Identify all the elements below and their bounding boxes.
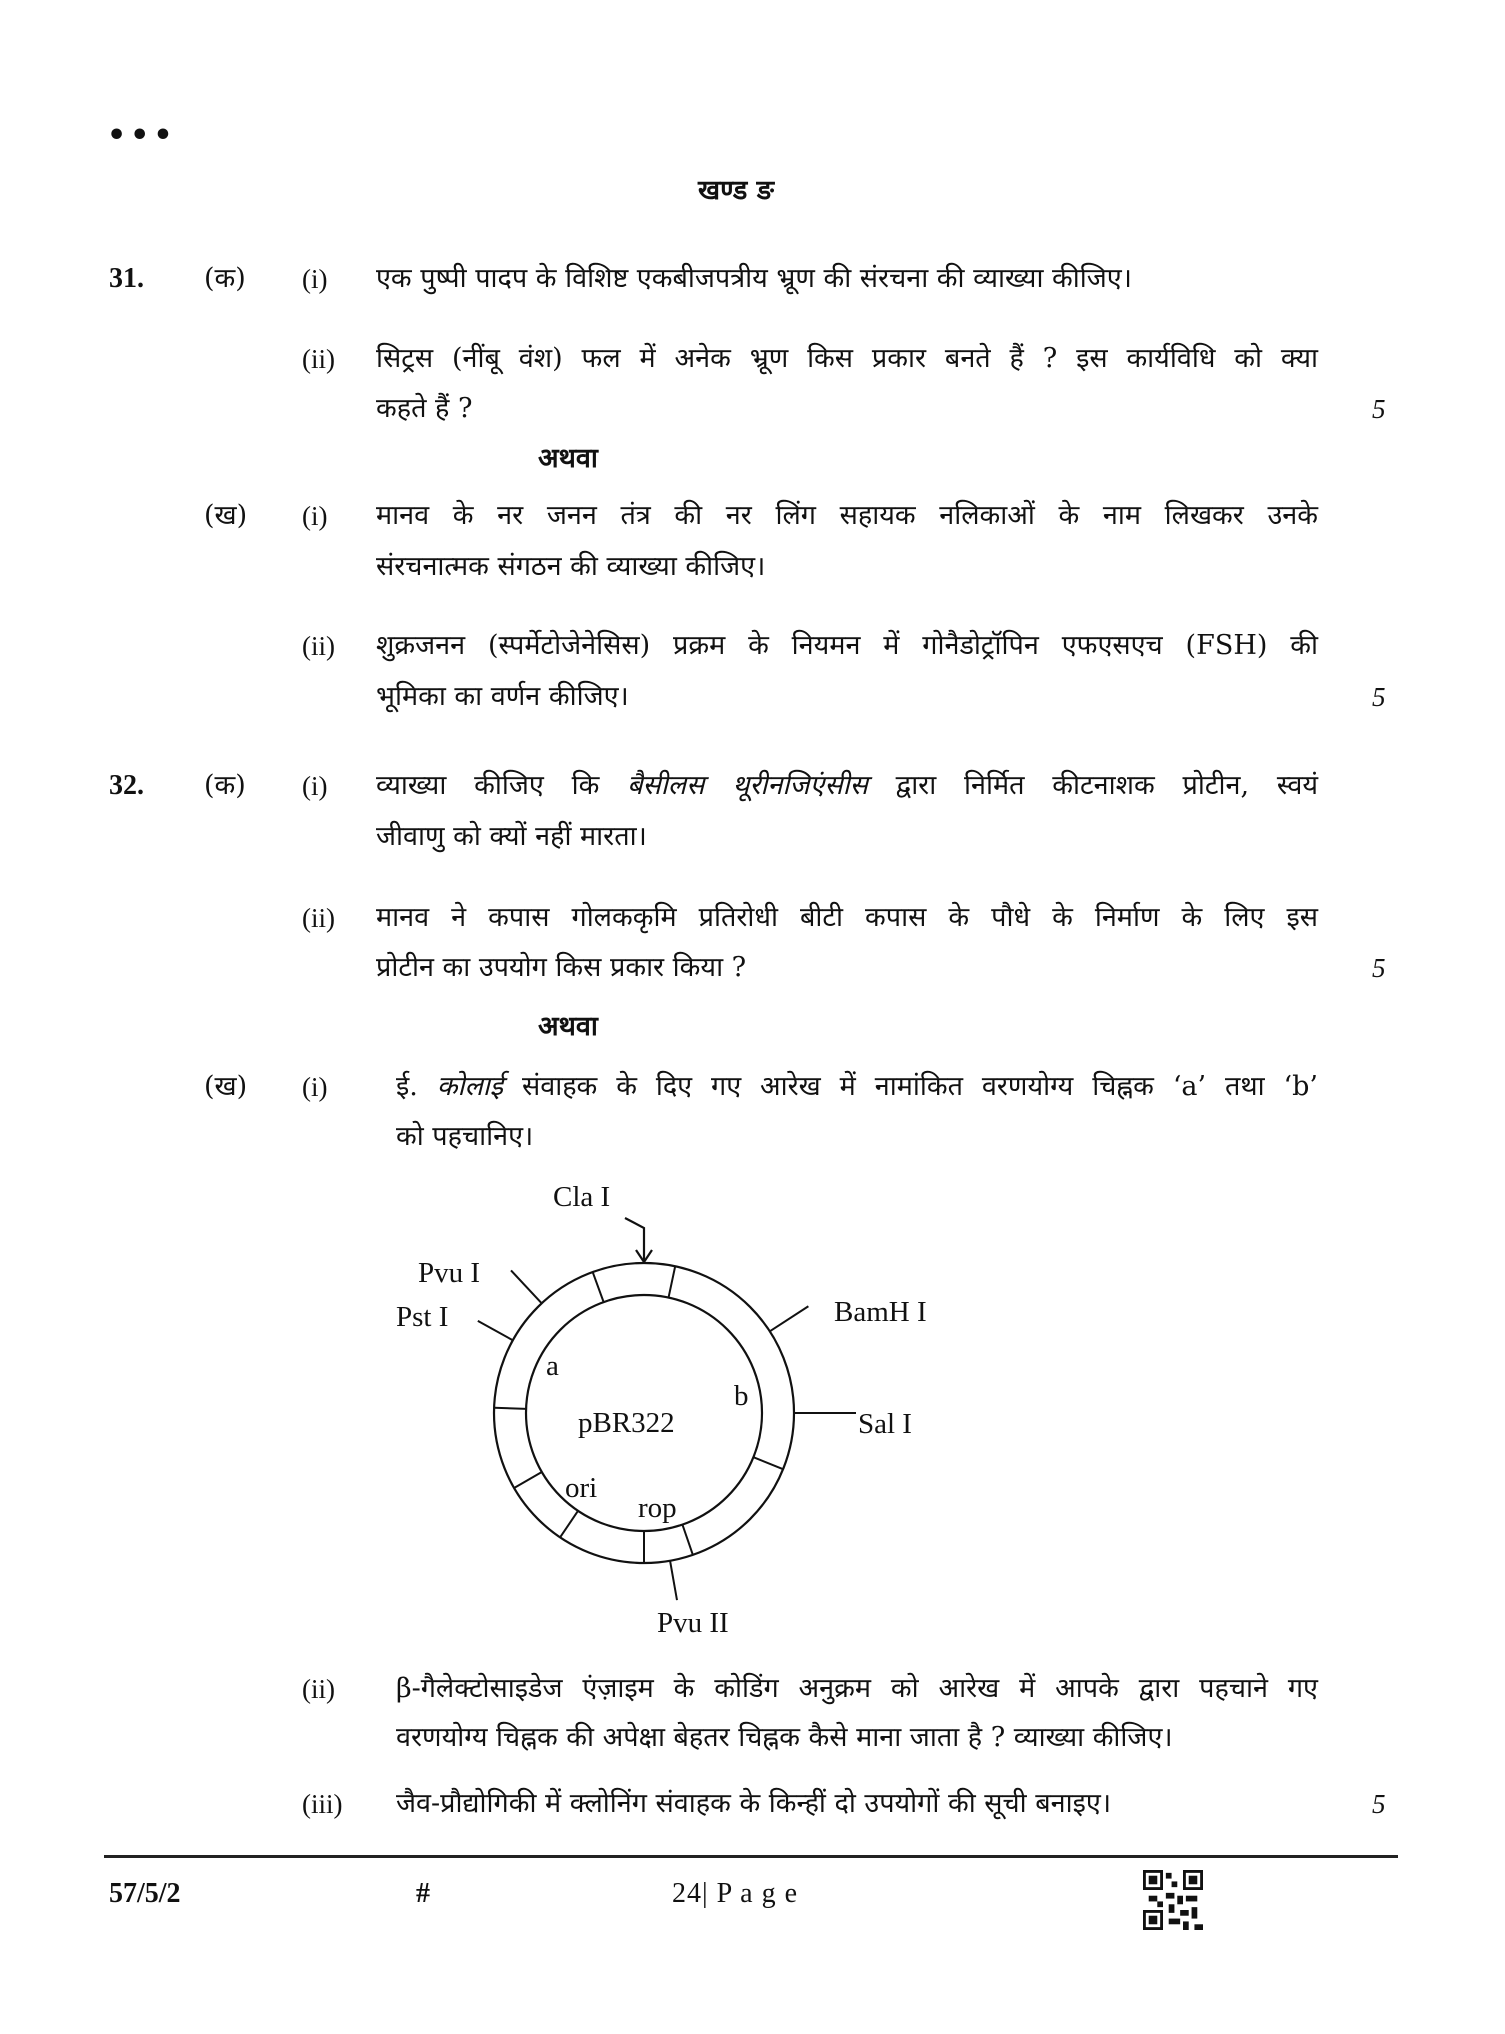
- question-text: मानव के नर जनन तंत्र की नर लिंग सहायक नलिकाओं के नाम लिखकर उनके: [376, 500, 1318, 531]
- segment-divider: [753, 1457, 783, 1469]
- footer-divider: [104, 1855, 1398, 1858]
- option-label: (ख): [204, 500, 248, 531]
- segment-divider: [514, 1472, 542, 1488]
- question-text: जैव-प्रौद्योगिकी में क्लोनिंग संवाहक के किन्हीं दो उपयोगों की सूची बनाइए।: [396, 1788, 1112, 1819]
- site-line-pvu1: [511, 1270, 542, 1303]
- plasmid-outer-ring: [494, 1263, 794, 1563]
- segment-divider: [593, 1272, 604, 1302]
- marker-a: a: [546, 1350, 559, 1382]
- part-label: (i): [302, 1072, 328, 1102]
- dots-marker: •••: [107, 118, 177, 153]
- option-label: (क): [204, 263, 246, 294]
- site-sal: Sal I: [858, 1408, 912, 1440]
- question-text: भूमिका का वर्णन कीजिए।: [376, 681, 629, 712]
- question-text: प्रोटीन का उपयोग किस प्रकार किया ?: [376, 952, 747, 983]
- site-pst: Pst I: [396, 1301, 449, 1333]
- question-text: एक पुष्पी पादप के विशिष्ट एकबीजपत्रीय भ्रूण की संरचना की व्याख्या कीजिए।: [376, 263, 1132, 294]
- or-label: अथवा: [538, 1011, 598, 1042]
- species-name: बैसीलस थूरीनजिएंसीस: [627, 770, 868, 801]
- page-number: 24| P a g e: [672, 1878, 798, 1909]
- marks: 5: [1372, 682, 1386, 712]
- part-label: (i): [302, 501, 328, 531]
- site-line-pst: [478, 1321, 513, 1340]
- part-label: (i): [302, 771, 328, 801]
- cla-arrow: [625, 1218, 644, 1260]
- option-label: (ख): [204, 1071, 248, 1102]
- plasmid-inner-ring: [526, 1295, 762, 1531]
- or-label: अथवा: [538, 443, 598, 474]
- question-text: शुक्रजनन (स्पर्मेटोजेनेसिस) प्रक्रम के नियमन में गोनैडोट्रॉपिन एफएसएच (FSH) की: [376, 630, 1318, 661]
- site-line-pvu2: [670, 1561, 677, 1600]
- plasmid-name: pBR322: [578, 1407, 675, 1439]
- species-name: कोलाई: [436, 1071, 504, 1102]
- hash-mark: #: [416, 1878, 430, 1909]
- site-bamh: BamH I: [834, 1296, 927, 1328]
- region-rop: rop: [638, 1492, 677, 1524]
- text-span: ई.: [396, 1071, 437, 1102]
- text-span: द्वारा निर्मित कीटनाशक प्रोटीन, स्वयं: [867, 770, 1319, 801]
- question-text: संरचनात्मक संगठन की व्याख्या कीजिए।: [376, 551, 766, 582]
- part-label: (ii): [302, 1674, 335, 1704]
- part-label: (iii): [302, 1789, 343, 1819]
- region-ori: ori: [565, 1472, 598, 1504]
- marks: 5: [1372, 394, 1386, 424]
- segment-divider: [682, 1525, 692, 1555]
- marks: 5: [1372, 953, 1386, 983]
- question-text: सिट्रस (नींबू वंश) फल में अनेक भ्रूण किस प्रकार बनते हैं ? इस कार्यविधि को क्या: [376, 343, 1318, 374]
- marks: 5: [1372, 1789, 1386, 1819]
- question-text: β-गैलेक्टोसाइडेज एंज़ाइम के कोडिंग अनुक्रम को आरेख में आपके द्वारा पहचाने गए: [396, 1673, 1318, 1704]
- arrow-head: [636, 1250, 652, 1262]
- site-line-bamh: [770, 1306, 809, 1331]
- segment-divider: [560, 1511, 578, 1538]
- question-text: [396, 1069, 1318, 1105]
- segment-divider: [494, 1408, 526, 1409]
- site-pvu2: Pvu II: [657, 1607, 729, 1639]
- paper-code: 57/5/2: [109, 1878, 181, 1909]
- site-pvu1: Pvu I: [418, 1257, 481, 1289]
- section-title: खण्ड ङ: [698, 175, 774, 206]
- question-text: कहते हैं ?: [376, 393, 473, 424]
- question-text: मानव ने कपास गोलककृमि प्रतिरोधी बीटी कपास के पौधे के निर्माण के लिए इस: [376, 902, 1318, 933]
- segment-divider: [669, 1266, 676, 1297]
- text-span: व्याख्या कीजिए कि: [376, 770, 628, 801]
- question-text: को पहचानिए।: [396, 1121, 534, 1152]
- option-label: (क): [204, 770, 246, 801]
- part-label: (i): [302, 264, 328, 294]
- part-label: (ii): [302, 631, 335, 661]
- part-label: (ii): [302, 903, 335, 933]
- text-span: संवाहक के दिए गए आरेख में नामांकित वरणयोग्य चिह्नक ‘a’ तथा ‘b’: [503, 1071, 1318, 1102]
- qr-code-icon: [1143, 1870, 1203, 1930]
- site-cla: Cla I: [553, 1181, 611, 1213]
- question-text: जीवाणु को क्यों नहीं मारता।: [376, 821, 647, 852]
- marker-b: b: [734, 1380, 749, 1412]
- question-number: 31.: [109, 263, 144, 294]
- question-text: वरणयोग्य चिह्नक की अपेक्षा बेहतर चिह्नक कैसे माना जाता है ? व्याख्या कीजिए।: [396, 1722, 1173, 1753]
- question-text: [376, 768, 1318, 804]
- part-label: (ii): [302, 344, 335, 374]
- question-number: 32.: [109, 770, 144, 801]
